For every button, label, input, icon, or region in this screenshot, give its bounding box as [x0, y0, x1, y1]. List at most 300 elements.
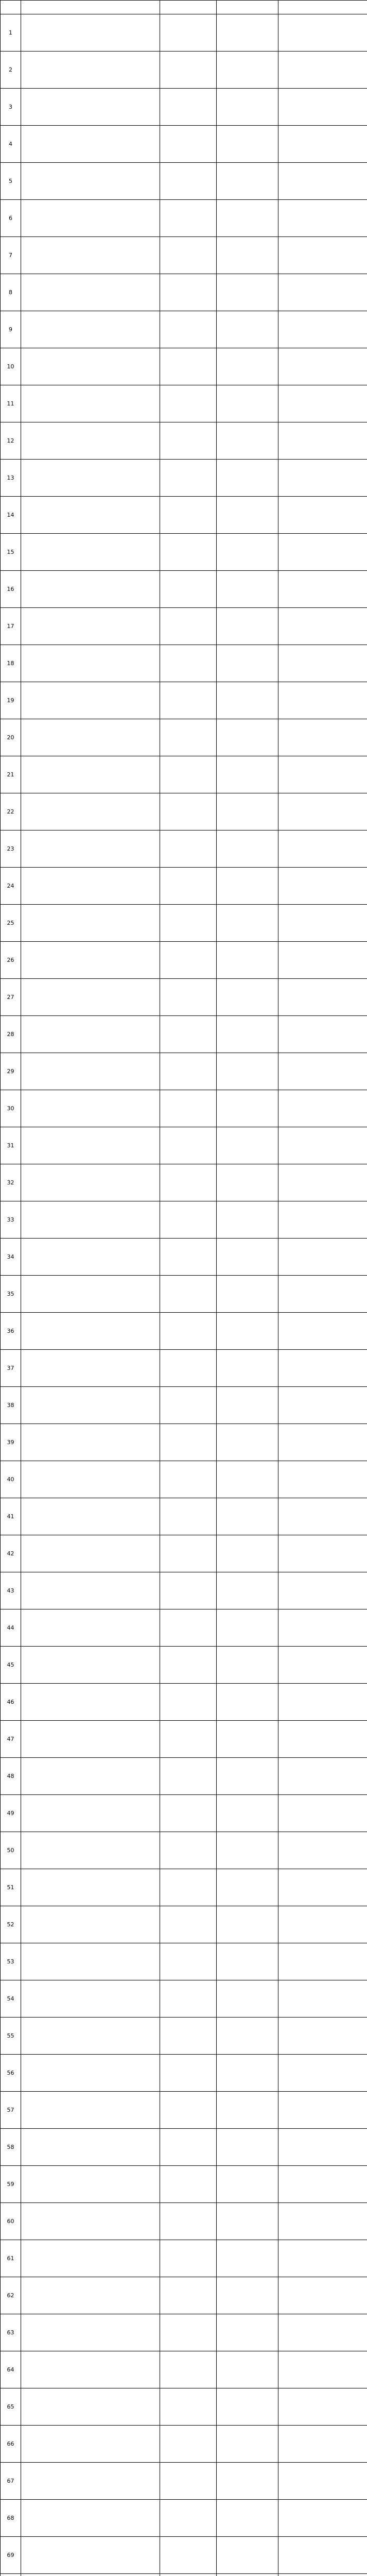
table-row — [1, 14, 367, 52]
cell-seq: 42 — [1, 1535, 21, 1572]
cell-name — [21, 200, 160, 237]
cell-guest — [160, 422, 217, 460]
cell-guest — [160, 89, 217, 126]
table-row — [1, 534, 367, 571]
cell-guest — [160, 497, 217, 534]
cell-guest — [160, 200, 217, 237]
cell-seq: 5 — [1, 163, 21, 200]
cell-place — [278, 385, 367, 422]
cell-time — [217, 1721, 278, 1758]
cell-place — [278, 1387, 367, 1424]
cell-name — [21, 645, 160, 682]
cell-name — [21, 2314, 160, 2351]
cell-guest — [160, 1832, 217, 1869]
cell-guest — [160, 126, 217, 163]
cell-place — [278, 2426, 367, 2463]
cell-seq: 51 — [1, 1869, 21, 1906]
cell-place — [278, 2500, 367, 2537]
cell-guest — [160, 1721, 217, 1758]
cell-name — [21, 89, 160, 126]
table-row — [1, 571, 367, 608]
table-row — [1, 1313, 367, 1350]
cell-time — [217, 1164, 278, 1201]
cell-guest — [160, 793, 217, 831]
cell-name — [21, 1906, 160, 1943]
cell-name — [21, 1387, 160, 1424]
cell-guest — [160, 1090, 217, 1127]
cell-place — [278, 942, 367, 979]
cell-seq: 32 — [1, 1164, 21, 1201]
table-row — [1, 1795, 367, 1832]
table-row — [1, 237, 367, 274]
cell-seq: 34 — [1, 1239, 21, 1276]
cell-time — [217, 1313, 278, 1350]
cell-place — [278, 1869, 367, 1906]
cell-guest — [160, 2018, 217, 2055]
table-row — [1, 2166, 367, 2203]
table-row — [1, 1016, 367, 1053]
cell-guest — [160, 14, 217, 52]
cell-name — [21, 422, 160, 460]
cell-guest — [160, 2537, 217, 2574]
cell-time — [217, 905, 278, 942]
cell-name — [21, 1869, 160, 1906]
cell-seq: 49 — [1, 1795, 21, 1832]
cell-time — [217, 2018, 278, 2055]
cell-place — [278, 163, 367, 200]
cell-guest — [160, 2240, 217, 2277]
cell-guest — [160, 348, 217, 385]
cell-time — [217, 2129, 278, 2166]
table-row — [1, 200, 367, 237]
cell-time — [217, 497, 278, 534]
cell-seq: 28 — [1, 1016, 21, 1053]
cell-place — [278, 682, 367, 719]
cell-time — [217, 237, 278, 274]
cell-seq: 43 — [1, 1572, 21, 1609]
cell-guest — [160, 1980, 217, 2018]
table-row — [1, 2500, 367, 2537]
table-row — [1, 2277, 367, 2314]
table-row — [1, 2574, 367, 2576]
cell-name — [21, 942, 160, 979]
cell-time — [217, 200, 278, 237]
cell-guest — [160, 237, 217, 274]
cell-guest — [160, 163, 217, 200]
cell-name — [21, 274, 160, 311]
cell-name — [21, 682, 160, 719]
table-row — [1, 2463, 367, 2500]
cell-time — [217, 1498, 278, 1535]
cell-guest — [160, 1424, 217, 1461]
cell-place — [278, 274, 367, 311]
cell-guest — [160, 385, 217, 422]
cell-name — [21, 1127, 160, 1164]
cell-seq: 60 — [1, 2203, 21, 2240]
cell-time — [217, 1647, 278, 1684]
cell-place — [278, 1053, 367, 1090]
cell-seq: 20 — [1, 719, 21, 756]
table-row — [1, 1201, 367, 1239]
cell-guest — [160, 1906, 217, 1943]
cell-seq: 37 — [1, 1350, 21, 1387]
cell-place — [278, 1498, 367, 1535]
table-row — [1, 719, 367, 756]
table-row — [1, 89, 367, 126]
cell-name — [21, 756, 160, 793]
table-row — [1, 1424, 367, 1461]
cell-time — [217, 1424, 278, 1461]
cell-guest — [160, 1387, 217, 1424]
table-row — [1, 1869, 367, 1906]
cell-name — [21, 1572, 160, 1609]
cell-time — [217, 1090, 278, 1127]
cell-name — [21, 2388, 160, 2426]
cell-seq: 8 — [1, 274, 21, 311]
cell-seq: 16 — [1, 571, 21, 608]
cell-seq: 21 — [1, 756, 21, 793]
cell-time — [217, 868, 278, 905]
cell-seq: 6 — [1, 200, 21, 237]
cell-place — [278, 460, 367, 497]
cell-name — [21, 1016, 160, 1053]
cell-time — [217, 274, 278, 311]
cell-seq: 40 — [1, 1461, 21, 1498]
cell-name — [21, 2166, 160, 2203]
cell-place — [278, 534, 367, 571]
cell-seq: 13 — [1, 460, 21, 497]
cell-time — [217, 719, 278, 756]
cell-guest — [160, 2426, 217, 2463]
cell-guest — [160, 2574, 217, 2576]
cell-seq: 39 — [1, 1424, 21, 1461]
header-time — [217, 1, 278, 14]
table-row — [1, 645, 367, 682]
cell-guest — [160, 719, 217, 756]
cell-time — [217, 1906, 278, 1943]
cell-guest — [160, 1758, 217, 1795]
cell-seq: 31 — [1, 1127, 21, 1164]
cell-place — [278, 2018, 367, 2055]
cell-time — [217, 2314, 278, 2351]
cell-place — [278, 2351, 367, 2388]
cell-name — [21, 1609, 160, 1647]
cell-name — [21, 1980, 160, 2018]
table-row — [1, 422, 367, 460]
table-row — [1, 1498, 367, 1535]
table-row — [1, 1609, 367, 1647]
cell-time — [217, 2574, 278, 2576]
cell-place — [278, 1721, 367, 1758]
cell-place — [278, 1090, 367, 1127]
cell-place — [278, 1832, 367, 1869]
table-row — [1, 2203, 367, 2240]
cell-time — [217, 1053, 278, 1090]
cell-seq: 64 — [1, 2351, 21, 2388]
cell-seq — [1, 2574, 21, 2576]
cell-seq: 44 — [1, 1609, 21, 1647]
cell-place — [278, 979, 367, 1016]
table-row — [1, 163, 367, 200]
cell-name — [21, 2240, 160, 2277]
cell-seq: 23 — [1, 831, 21, 868]
cell-time — [217, 2388, 278, 2426]
cell-seq: 11 — [1, 385, 21, 422]
table-row — [1, 2018, 367, 2055]
cell-seq: 2 — [1, 52, 21, 89]
cell-name — [21, 1090, 160, 1127]
cell-time — [217, 1016, 278, 1053]
cell-guest — [160, 311, 217, 348]
cell-seq: 38 — [1, 1387, 21, 1424]
cell-seq: 47 — [1, 1721, 21, 1758]
cell-time — [217, 2166, 278, 2203]
cell-name — [21, 1498, 160, 1535]
cell-guest — [160, 274, 217, 311]
cell-guest — [160, 2388, 217, 2426]
table-row — [1, 2129, 367, 2166]
cell-place — [278, 1424, 367, 1461]
cell-time — [217, 831, 278, 868]
cell-name — [21, 1239, 160, 1276]
cell-name — [21, 2574, 160, 2576]
table-row — [1, 1535, 367, 1572]
cell-time — [217, 14, 278, 52]
cell-time — [217, 645, 278, 682]
cell-name — [21, 979, 160, 1016]
cell-time — [217, 534, 278, 571]
cell-seq: 4 — [1, 126, 21, 163]
cell-time — [217, 2426, 278, 2463]
cell-place — [278, 2537, 367, 2574]
cell-name — [21, 126, 160, 163]
cell-seq: 9 — [1, 311, 21, 348]
table-row — [1, 2426, 367, 2463]
cell-time — [217, 2240, 278, 2277]
cell-time — [217, 2277, 278, 2314]
cell-guest — [160, 682, 217, 719]
cell-guest — [160, 905, 217, 942]
cell-guest — [160, 2351, 217, 2388]
cell-time — [217, 979, 278, 1016]
cell-guest — [160, 2166, 217, 2203]
cell-guest — [160, 1164, 217, 1201]
cell-guest — [160, 1609, 217, 1647]
table-row — [1, 905, 367, 942]
cell-place — [278, 1201, 367, 1239]
cell-seq: 69 — [1, 2537, 21, 2574]
cell-time — [217, 2055, 278, 2092]
cell-time — [217, 793, 278, 831]
table-row — [1, 311, 367, 348]
table-row — [1, 126, 367, 163]
cell-time — [217, 1461, 278, 1498]
table-row — [1, 1647, 367, 1684]
cell-guest — [160, 1684, 217, 1721]
table-row — [1, 1684, 367, 1721]
cell-time — [217, 52, 278, 89]
cell-place — [278, 2574, 367, 2576]
cell-place — [278, 1609, 367, 1647]
cell-name — [21, 2092, 160, 2129]
cell-guest — [160, 1276, 217, 1313]
cell-name — [21, 311, 160, 348]
table-row — [1, 831, 367, 868]
cell-name — [21, 831, 160, 868]
cell-place — [278, 905, 367, 942]
cell-name — [21, 2277, 160, 2314]
cell-place — [278, 1350, 367, 1387]
header-place — [278, 1, 367, 14]
cell-time — [217, 1201, 278, 1239]
table-row — [1, 1721, 367, 1758]
table-row — [1, 1053, 367, 1090]
cell-place — [278, 2203, 367, 2240]
cell-seq: 58 — [1, 2129, 21, 2166]
cell-time — [217, 1276, 278, 1313]
cell-name — [21, 608, 160, 645]
cell-time — [217, 942, 278, 979]
cell-seq: 29 — [1, 1053, 21, 1090]
table-row — [1, 1090, 367, 1127]
cell-guest — [160, 2055, 217, 2092]
cell-name — [21, 1350, 160, 1387]
cell-guest — [160, 942, 217, 979]
cell-place — [278, 89, 367, 126]
cell-guest — [160, 1201, 217, 1239]
cell-seq: 50 — [1, 1832, 21, 1869]
cell-place — [278, 1164, 367, 1201]
cell-name — [21, 497, 160, 534]
cell-name — [21, 1795, 160, 1832]
cell-guest — [160, 1795, 217, 1832]
cell-time — [217, 1869, 278, 1906]
cell-seq: 55 — [1, 2018, 21, 2055]
cell-place — [278, 2314, 367, 2351]
cell-place — [278, 1016, 367, 1053]
cell-seq: 10 — [1, 348, 21, 385]
cell-guest — [160, 1350, 217, 1387]
cell-time — [217, 1795, 278, 1832]
cell-place — [278, 2277, 367, 2314]
cell-place — [278, 497, 367, 534]
cell-time — [217, 1758, 278, 1795]
table-row — [1, 2240, 367, 2277]
cell-seq: 52 — [1, 1906, 21, 1943]
cell-seq: 24 — [1, 868, 21, 905]
table-row — [1, 460, 367, 497]
cell-name — [21, 237, 160, 274]
cell-name — [21, 2129, 160, 2166]
cell-name — [21, 2018, 160, 2055]
table-row — [1, 1980, 367, 2018]
cell-name — [21, 2203, 160, 2240]
cell-guest — [160, 756, 217, 793]
table-row — [1, 756, 367, 793]
table-row — [1, 1906, 367, 1943]
cell-place — [278, 1313, 367, 1350]
cell-name — [21, 2055, 160, 2092]
cell-place — [278, 2240, 367, 2277]
cell-place — [278, 1461, 367, 1498]
cell-name — [21, 1647, 160, 1684]
table-row — [1, 274, 367, 311]
table-row — [1, 682, 367, 719]
cell-place — [278, 2463, 367, 2500]
cell-seq: 18 — [1, 645, 21, 682]
cell-place — [278, 1684, 367, 1721]
cell-place — [278, 1647, 367, 1684]
cell-name — [21, 348, 160, 385]
cell-seq: 22 — [1, 793, 21, 831]
cell-guest — [160, 979, 217, 1016]
cell-time — [217, 311, 278, 348]
cell-place — [278, 1795, 367, 1832]
cell-guest — [160, 1461, 217, 1498]
cell-seq: 54 — [1, 1980, 21, 2018]
cell-name — [21, 14, 160, 52]
cell-guest — [160, 868, 217, 905]
cell-time — [217, 89, 278, 126]
cell-guest — [160, 1535, 217, 1572]
cell-time — [217, 571, 278, 608]
cell-place — [278, 608, 367, 645]
table-row — [1, 52, 367, 89]
table-body — [1, 14, 367, 2576]
cell-place — [278, 1535, 367, 1572]
cell-guest — [160, 460, 217, 497]
table-row — [1, 793, 367, 831]
cell-place — [278, 1239, 367, 1276]
cell-guest — [160, 1498, 217, 1535]
cell-place — [278, 1572, 367, 1609]
cell-time — [217, 2203, 278, 2240]
cell-guest — [160, 1239, 217, 1276]
cell-time — [217, 682, 278, 719]
cell-name — [21, 52, 160, 89]
cell-name — [21, 1164, 160, 1201]
cell-time — [217, 460, 278, 497]
table-row — [1, 1276, 367, 1313]
header-seq — [1, 1, 21, 14]
cell-time — [217, 2537, 278, 2574]
cell-guest — [160, 1313, 217, 1350]
cell-guest — [160, 831, 217, 868]
cell-name — [21, 2426, 160, 2463]
table-row — [1, 608, 367, 645]
cell-place — [278, 200, 367, 237]
cell-name — [21, 905, 160, 942]
cell-time — [217, 1684, 278, 1721]
cell-guest — [160, 1016, 217, 1053]
header-row — [1, 1, 367, 14]
table-row — [1, 1572, 367, 1609]
cell-place — [278, 52, 367, 89]
cell-time — [217, 608, 278, 645]
cell-seq: 63 — [1, 2314, 21, 2351]
cell-name — [21, 719, 160, 756]
cell-seq: 36 — [1, 1313, 21, 1350]
cell-name — [21, 1684, 160, 1721]
cell-place — [278, 237, 367, 274]
cell-seq: 14 — [1, 497, 21, 534]
cell-time — [217, 2500, 278, 2537]
cell-seq: 68 — [1, 2500, 21, 2537]
cell-guest — [160, 52, 217, 89]
table-row — [1, 348, 367, 385]
cell-name — [21, 1201, 160, 1239]
cell-name — [21, 534, 160, 571]
